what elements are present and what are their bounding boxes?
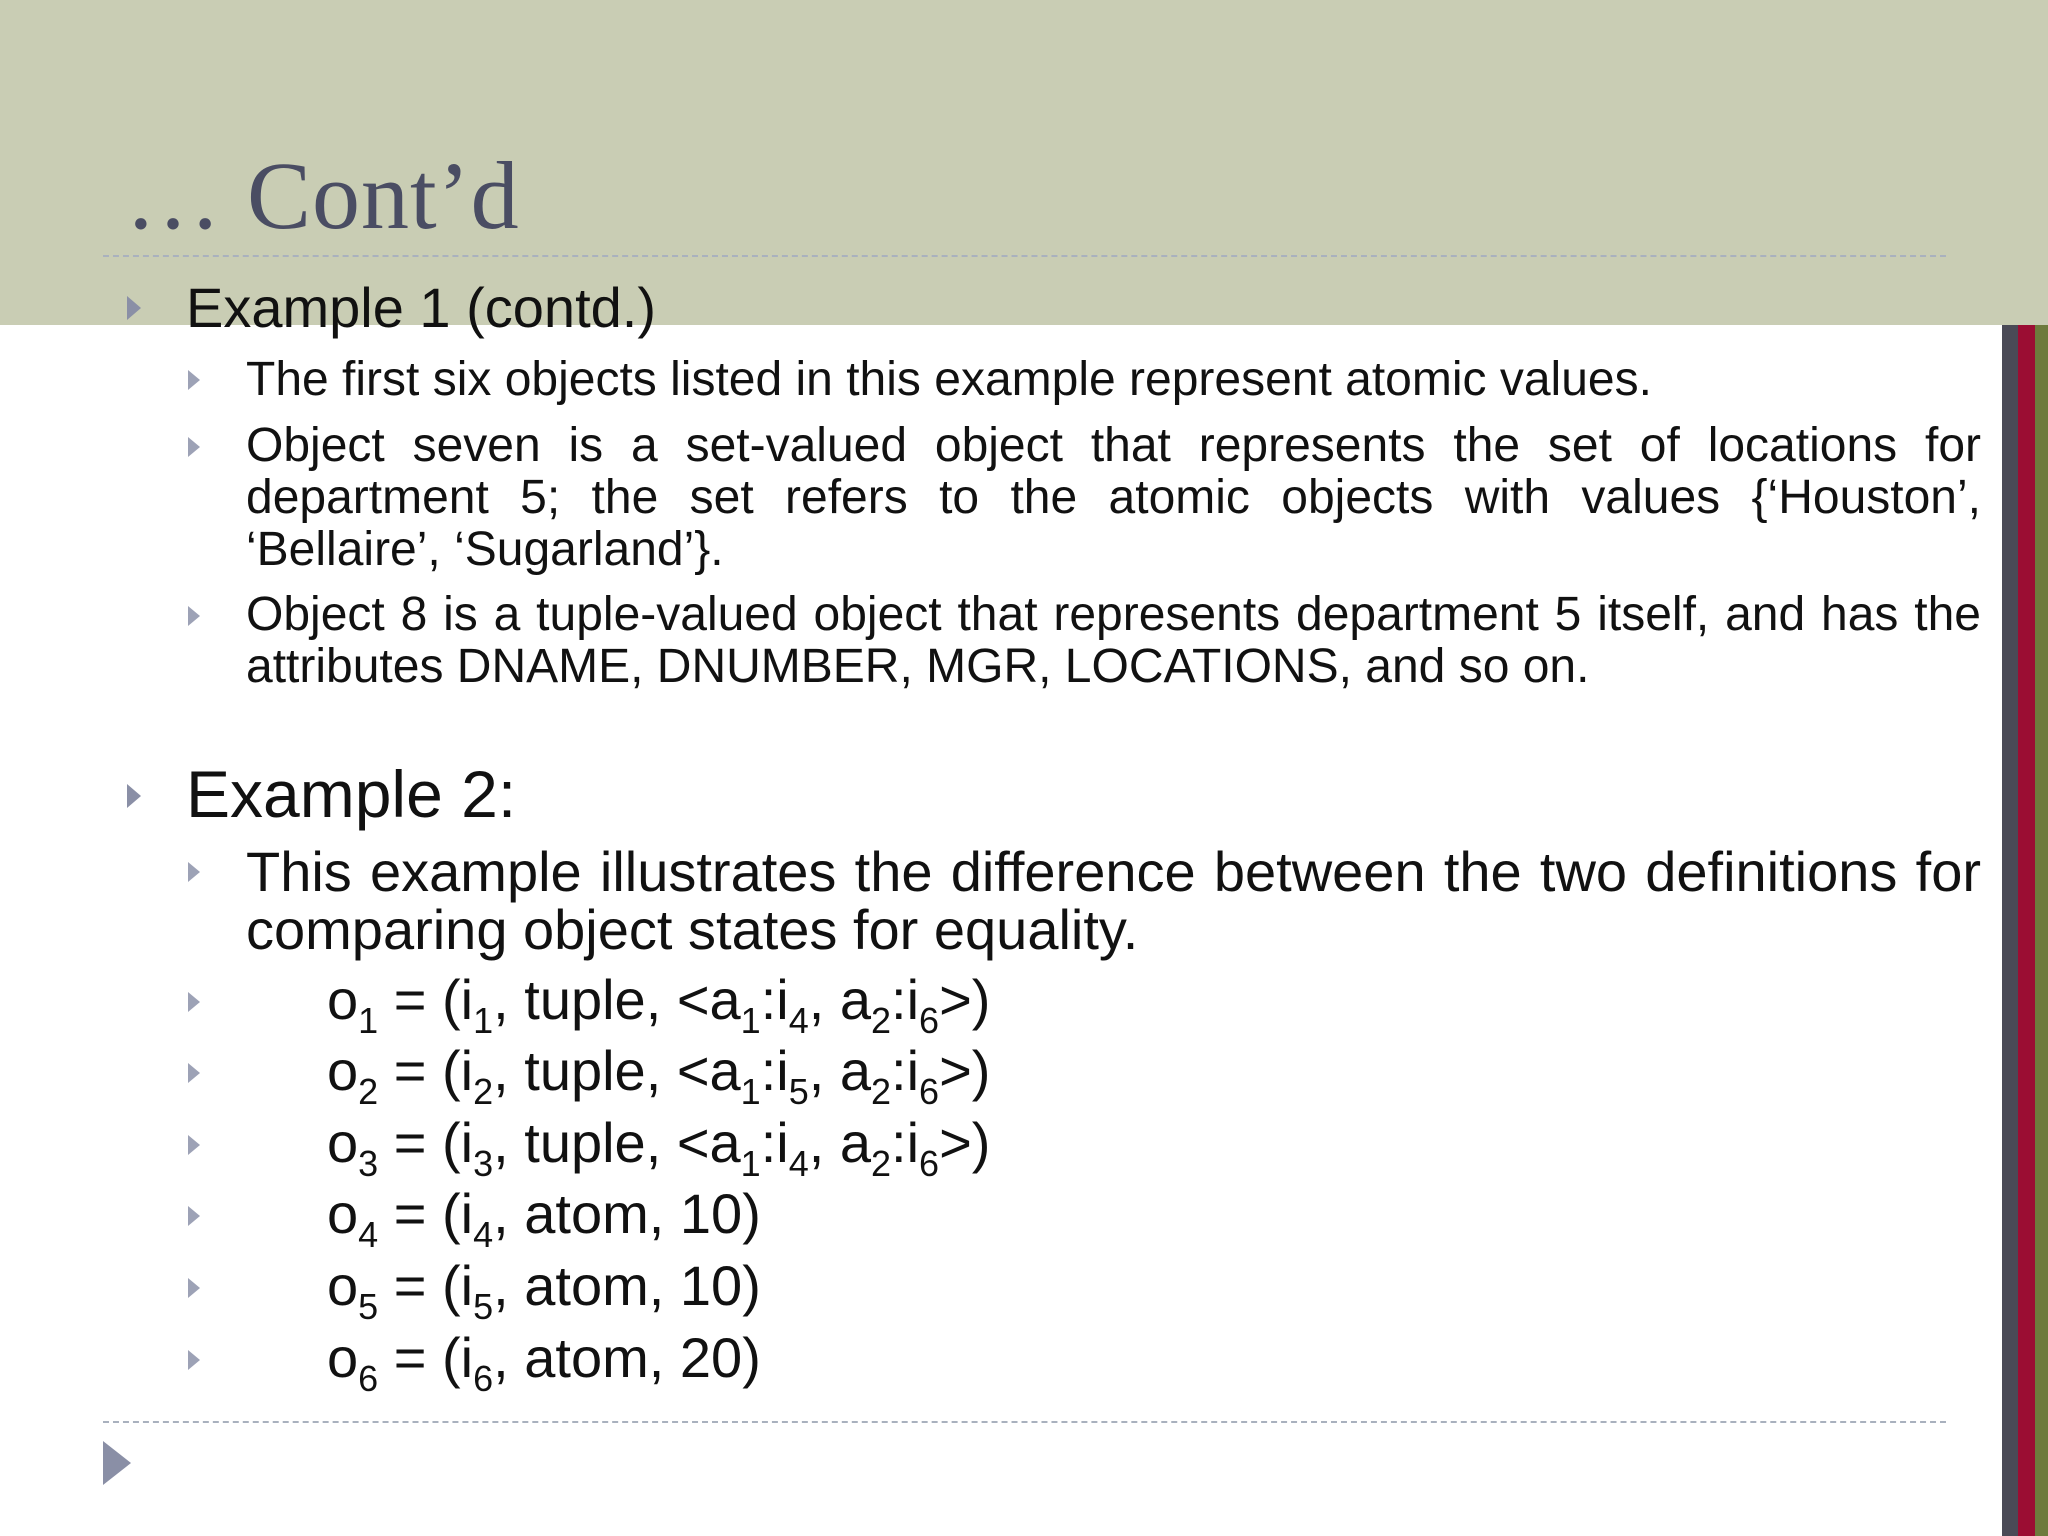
- title-divider: [103, 255, 1946, 257]
- example1-heading: Example 1 (contd.): [186, 276, 656, 339]
- example1-item-1: The first six objects listed in this example represent atomic values.: [246, 353, 1652, 406]
- next-slide-arrow-icon[interactable]: [103, 1441, 131, 1485]
- bullet-icon: [188, 1350, 200, 1370]
- bullet-icon: [127, 784, 141, 808]
- formula-line-o4: $o_4 = (i_4$, atom, 10): [327, 1182, 761, 1255]
- example1-item-3: Object 8 is a tuple-valued object that represents department 5 itself, and has the attributes DNAME, DNUMBER, MGR, LOCATIONS, and so on.: [246, 588, 1981, 693]
- formula-line-o6: $o_6 = (i_6$, atom, 20): [327, 1326, 761, 1399]
- bullet-icon: [188, 862, 200, 882]
- bullet-icon: [188, 437, 200, 457]
- bullet-icon: [127, 296, 141, 320]
- example2-heading: Example 2:: [186, 757, 517, 831]
- formula-line-o5: $o_5 = (i_5$, atom, 10): [327, 1254, 761, 1327]
- bullet-icon: [188, 1135, 200, 1155]
- accent-bar-green: [2035, 325, 2048, 1536]
- bullet-icon: [188, 1278, 200, 1298]
- example1-item-2: Object seven is a set-valued object that represents the set of locations for department 5; the set refers to the atomic objects with values {‘Houston’, ‘Bellaire’, ‘Sugarland’}.: [246, 419, 1981, 576]
- formula-line-o1: $o_1 = (i_1$, tuple, $<a_1:i_4$, $a_2:i_6>$): [327, 968, 991, 1041]
- example2-item-1: This example illustrates the difference between the two definitions for comparing object states for equality.: [246, 840, 1981, 961]
- bullet-icon: [188, 1206, 200, 1226]
- slide-title: … Cont’d: [125, 142, 520, 249]
- bullet-icon: [188, 370, 200, 390]
- accent-bar-red: [2018, 325, 2035, 1536]
- formula-line-o3: $o_3 = (i_3$, tuple, $<a_1:i_4$, $a_2:i_6>$): [327, 1111, 991, 1184]
- bullet-icon: [188, 606, 200, 626]
- formula-line-o2: $o_2 = (i_2$, tuple, $<a_1:i_5$, $a_2:i_6>$): [327, 1039, 991, 1112]
- bullet-icon: [188, 992, 200, 1012]
- right-accent-bars: [2002, 325, 2048, 1536]
- footer-divider: [103, 1421, 1946, 1423]
- accent-bar-gray: [2002, 325, 2018, 1536]
- bullet-icon: [188, 1063, 200, 1083]
